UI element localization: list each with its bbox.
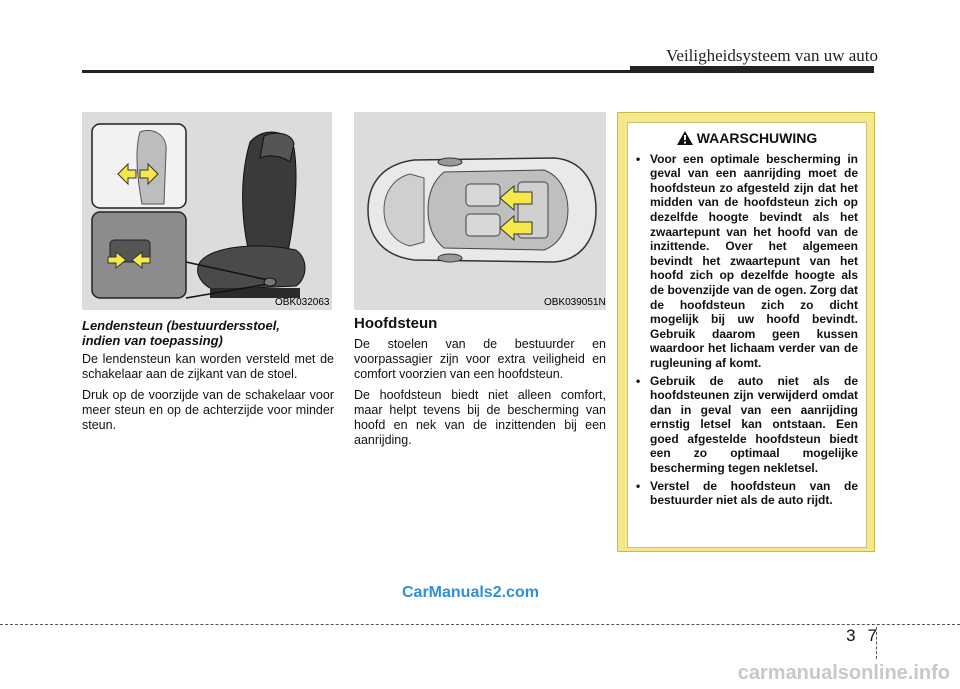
lumbar-support-title-line1: Lendensteun (bestuurdersstoel, (82, 318, 280, 333)
bullet-icon: • (636, 373, 641, 388)
warning-box (617, 112, 875, 552)
footer-rule (0, 624, 960, 625)
page-number-value: 7 (867, 626, 877, 645)
warning-title: WAARSCHUWING (696, 130, 818, 146)
warning-item (636, 152, 858, 371)
headrest-paragraph: De stoelen van de bestuurder en voorpassagier zijn voor extra veiligheid en comfort voorzien van een hoofdsteun. (354, 337, 606, 381)
warning-heading (636, 131, 858, 148)
warning-item-text: Verstel de hoofdsteun van de bestuurder niet als de auto rijdt. (650, 478, 858, 508)
bullet-icon: • (636, 478, 641, 493)
bullet-icon: • (636, 151, 641, 166)
lumbar-support-figure (82, 112, 332, 310)
warning-item (636, 479, 858, 508)
warning-item-text: Voor een optimale bescherming in geval van een aanrijding moet de hoofdsteun zo afgesteld zijn dat het midden van de hoofdsteun zich op dezelfde hoogte bevindt als het zwaartepunt van het hoofd van de inzittende. Over het algemeen bevindt het zwaartepunt van het hoofd zich op dezelfde hoogte als de bovenzijde van de ogen. Zorg dat de hoofdsteun zich zo dicht mogelijk bij uw hoofd bevindt. Gebruik daarom geen kussen waardoor het lichaam verder van de rugleuning af komt. (650, 151, 858, 370)
left-figure-caption: OBK032063 (275, 297, 330, 308)
car-top-view-illustration (354, 112, 606, 310)
site-watermark-link[interactable]: CarManuals2.com (402, 584, 539, 601)
warning-item (636, 374, 858, 476)
warning-item-text: Gebruik de auto niet als de hoofdsteunen zijn verwijderd omdat dan in geval van een aanrijding ernstig letsel kan ontstaan. Een goed afgestelde hoofdsteun biedt een zo optimaal mogelijke bescherming tegen nekletsel. (650, 373, 858, 476)
lumbar-support-title-line2: indien van toepassing) (82, 333, 223, 348)
warning-list (636, 152, 858, 508)
warning-triangle-icon (677, 131, 693, 148)
lumbar-support-title (82, 318, 334, 348)
lumbar-support-paragraph: Druk op de voorzijde van de schakelaar voor meer steun en op de achterzijde voor minder steun. (82, 388, 334, 432)
headrest-paragraph: De hoofdsteun biedt niet alleen comfort, maar helpt tevens bij de bescherming van hoofd en nek van de inzittenden bij een aanrijding. (354, 388, 606, 447)
footer-watermark: carmanualsonline.info (737, 662, 950, 684)
headrest-title: Hoofdsteun (354, 315, 438, 332)
page-number (846, 626, 877, 646)
seat-illustration (82, 112, 332, 310)
middle-figure-caption: OBK039051N (544, 297, 606, 308)
lumbar-support-paragraph: De lendensteun kan worden versteld met de schakelaar aan de zijkant van de stoel. (82, 352, 334, 381)
warning-panel (627, 122, 867, 548)
header-rule-accent (630, 66, 874, 73)
headrest-figure (354, 112, 606, 310)
lumbar-support-section (82, 318, 334, 439)
header-title: Veiligheidsysteem van uw auto (666, 46, 878, 65)
headrest-section (354, 316, 606, 454)
chapter-number: 3 (846, 626, 856, 645)
